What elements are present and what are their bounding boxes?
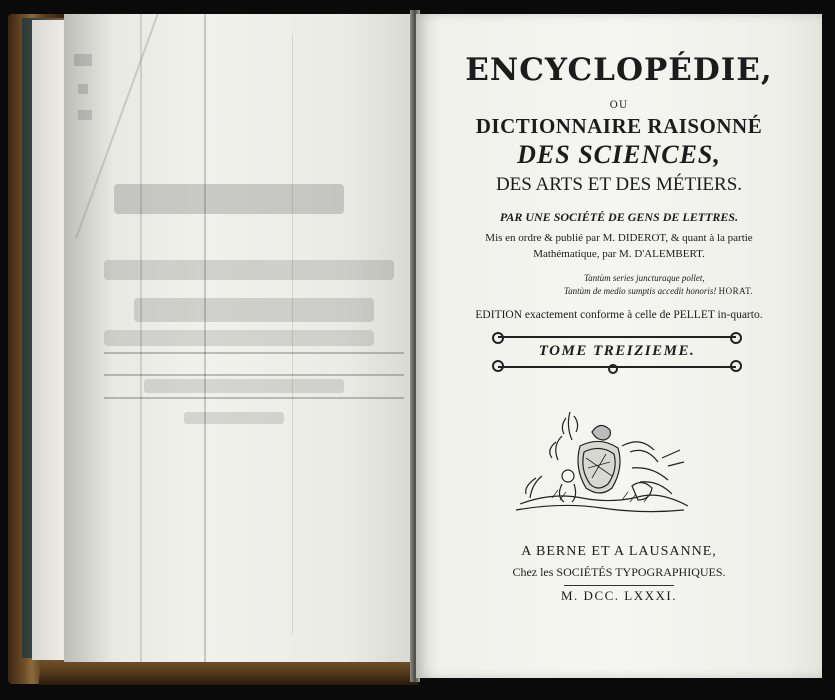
cartouche-flourish [608,364,618,374]
epigraph-line-1: Tantùm series juncturaque pollet, [584,273,705,283]
title-heading: ENCYCLOPÉDIE, [465,52,773,88]
cartouche-flourish [730,360,742,372]
imprint-place: A BERNE ET A LAUSANNE, [521,544,717,559]
show-through-text [64,14,416,662]
epigraph-author: HORAT. [718,286,754,296]
epigraph-text: Tantùm de medio sumptis accedit honoris! [564,286,717,296]
mathematics-editor-line: Mathématique, par M. D'ALEMBERT. [533,248,705,260]
engraved-vignette [512,406,692,518]
title-page [416,14,822,678]
imprint-rule [564,585,674,586]
epigraph-line-2 [564,286,753,296]
edition-line: EDITION exactement conforme à celle de PELLET in-quarto. [475,309,763,321]
editors-line: Mis en ordre & publié par M. DIDEROT, & quant à la partie [485,232,753,244]
cartouche-flourish [492,360,504,372]
subtitle-arts: DES ARTS ET DES MÉTIERS. [495,174,743,195]
subtitle-dictionnaire: DICTIONNAIRE RAISONNÉ [475,114,763,138]
tome-cartouche [498,336,736,368]
subtitle-ou: OU [609,100,629,111]
subtitle-sciences: DES SCIENCES, [517,140,721,169]
left-page [64,14,416,662]
tome-label: TOME TREIZIEME. [538,343,696,359]
imprint-publisher: Chez les SOCIÉTÉS TYPOGRAPHIQUES. [512,565,726,579]
cartouche-rule [498,336,736,338]
authorship-line: PAR UNE SOCIÉTÉ DE GENS DE LETTRES. [499,210,739,224]
imprint-year: M. DCC. LXXXI. [561,588,677,603]
